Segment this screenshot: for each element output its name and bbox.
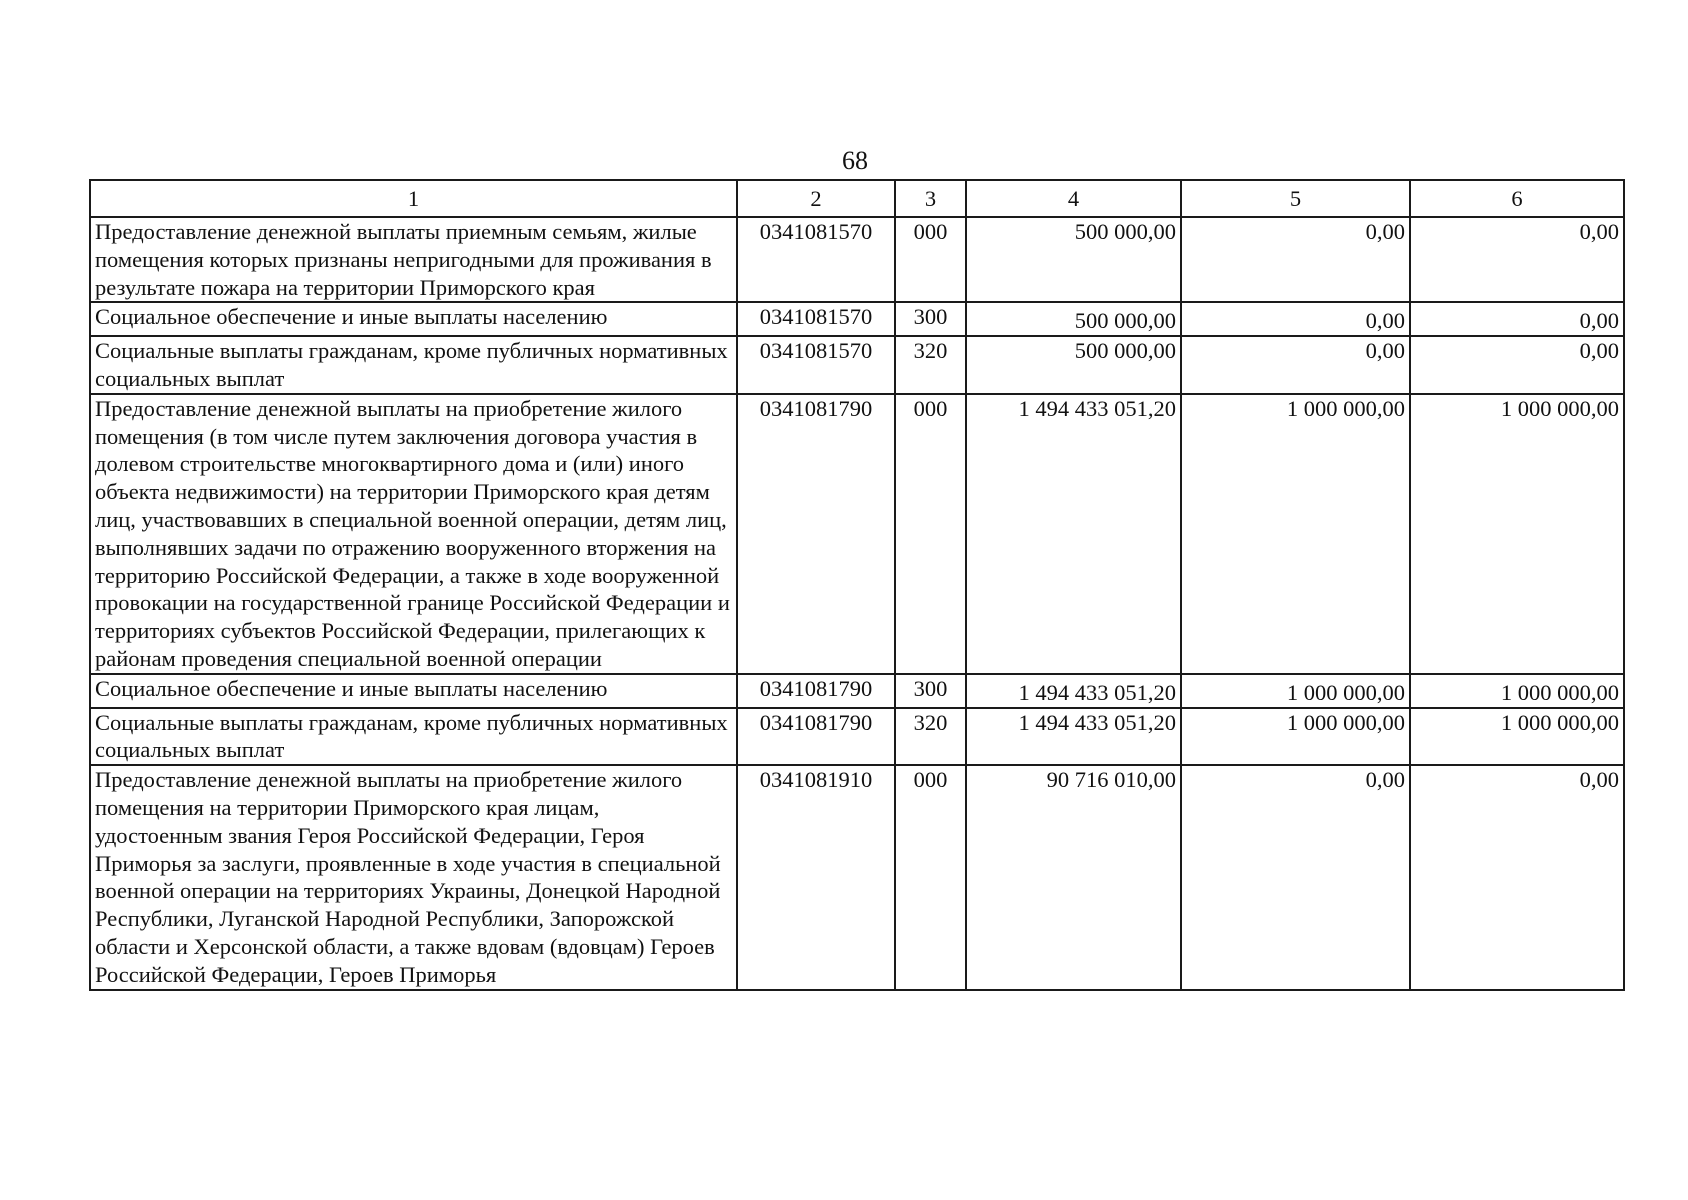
table-row — [90, 394, 1624, 674]
column-header-6: 6 — [1410, 180, 1624, 217]
row-amount-col4: 1 494 433 051,20 — [966, 708, 1181, 766]
row-amount-col4: 1 494 433 051,20 — [966, 674, 1181, 708]
row-amount-col5: 0,00 — [1181, 302, 1410, 336]
budget-table — [89, 179, 1625, 991]
row-expense-type: 300 — [895, 302, 966, 336]
column-header-1: 1 — [90, 180, 737, 217]
row-target-code: 0341081570 — [737, 336, 895, 394]
row-target-code: 0341081910 — [737, 765, 895, 989]
row-amount-col4: 500 000,00 — [966, 217, 1181, 302]
row-expense-type: 320 — [895, 336, 966, 394]
row-amount-col5: 1 000 000,00 — [1181, 394, 1410, 674]
row-amount-col6: 0,00 — [1410, 765, 1624, 989]
table-row — [90, 674, 1624, 708]
column-header-2: 2 — [737, 180, 895, 217]
row-amount-col6: 0,00 — [1410, 302, 1624, 336]
column-header-3: 3 — [895, 180, 966, 217]
table-row — [90, 336, 1624, 394]
row-amount-col4: 500 000,00 — [966, 336, 1181, 394]
row-expense-type: 000 — [895, 217, 966, 302]
row-amount-col5: 1 000 000,00 — [1181, 708, 1410, 766]
row-amount-col5: 0,00 — [1181, 336, 1410, 394]
row-name: Предоставление денежной выплаты на приобретение жилого помещения на территории Приморского края лицам, удостоенным звания Героя Российской Федерации, Героя Приморья за заслуги, проявленные в ходе участия в специальной военной операции на территориях Украины, Донецкой Народной Республики, Луганской Народной Республики, Запорожской области и Херсонской области, а также вдовам (вдовцам) Героев Российской Федерации, Героев Приморья — [90, 765, 737, 989]
row-amount-col4: 1 494 433 051,20 — [966, 394, 1181, 674]
table-row — [90, 302, 1624, 336]
row-expense-type: 300 — [895, 674, 966, 708]
row-amount-col6: 1 000 000,00 — [1410, 674, 1624, 708]
header-row — [90, 180, 1624, 217]
table-row — [90, 708, 1624, 766]
row-name: Социальное обеспечение и иные выплаты населению — [90, 302, 737, 336]
row-name: Предоставление денежной выплаты приемным семьям, жилые помещения которых признаны непригодными для проживания в результате пожара на территории Приморского края — [90, 217, 737, 302]
table-row — [90, 217, 1624, 302]
row-amount-col4: 500 000,00 — [966, 302, 1181, 336]
row-name: Социальное обеспечение и иные выплаты населению — [90, 674, 737, 708]
row-name: Социальные выплаты гражданам, кроме публичных нормативных социальных выплат — [90, 336, 737, 394]
row-amount-col5: 0,00 — [1181, 217, 1410, 302]
row-amount-col6: 0,00 — [1410, 217, 1624, 302]
page-number: 68 — [842, 146, 868, 175]
row-target-code: 0341081790 — [737, 674, 895, 708]
row-amount-col5: 0,00 — [1181, 765, 1410, 989]
row-amount-col6: 1 000 000,00 — [1410, 708, 1624, 766]
row-expense-type: 320 — [895, 708, 966, 766]
column-header-4: 4 — [966, 180, 1181, 217]
row-target-code: 0341081790 — [737, 708, 895, 766]
row-amount-col4: 90 716 010,00 — [966, 765, 1181, 989]
row-target-code: 0341081570 — [737, 302, 895, 336]
row-target-code: 0341081570 — [737, 217, 895, 302]
row-amount-col6: 0,00 — [1410, 336, 1624, 394]
row-amount-col6: 1 000 000,00 — [1410, 394, 1624, 674]
row-amount-col5: 1 000 000,00 — [1181, 674, 1410, 708]
row-expense-type: 000 — [895, 394, 966, 674]
column-header-5: 5 — [1181, 180, 1410, 217]
row-name: Социальные выплаты гражданам, кроме публичных нормативных социальных выплат — [90, 708, 737, 766]
row-name: Предоставление денежной выплаты на приобретение жилого помещения (в том числе путем заключения договора участия в долевом строительстве многоквартирного дома и (или) иного объекта недвижимости) на территории Приморского края детям лиц, участвовавших в специальной военной операции, детям лиц, выполнявших задачи по отражению вооруженного вторжения на территорию Российской Федерации, а также в ходе вооруженной провокации на государственной границе Российской Федерации и территориях субъектов Российской Федерации, прилегающих к районам проведения специальной военной операции — [90, 394, 737, 674]
table-row — [90, 765, 1624, 989]
row-target-code: 0341081790 — [737, 394, 895, 674]
row-expense-type: 000 — [895, 765, 966, 989]
